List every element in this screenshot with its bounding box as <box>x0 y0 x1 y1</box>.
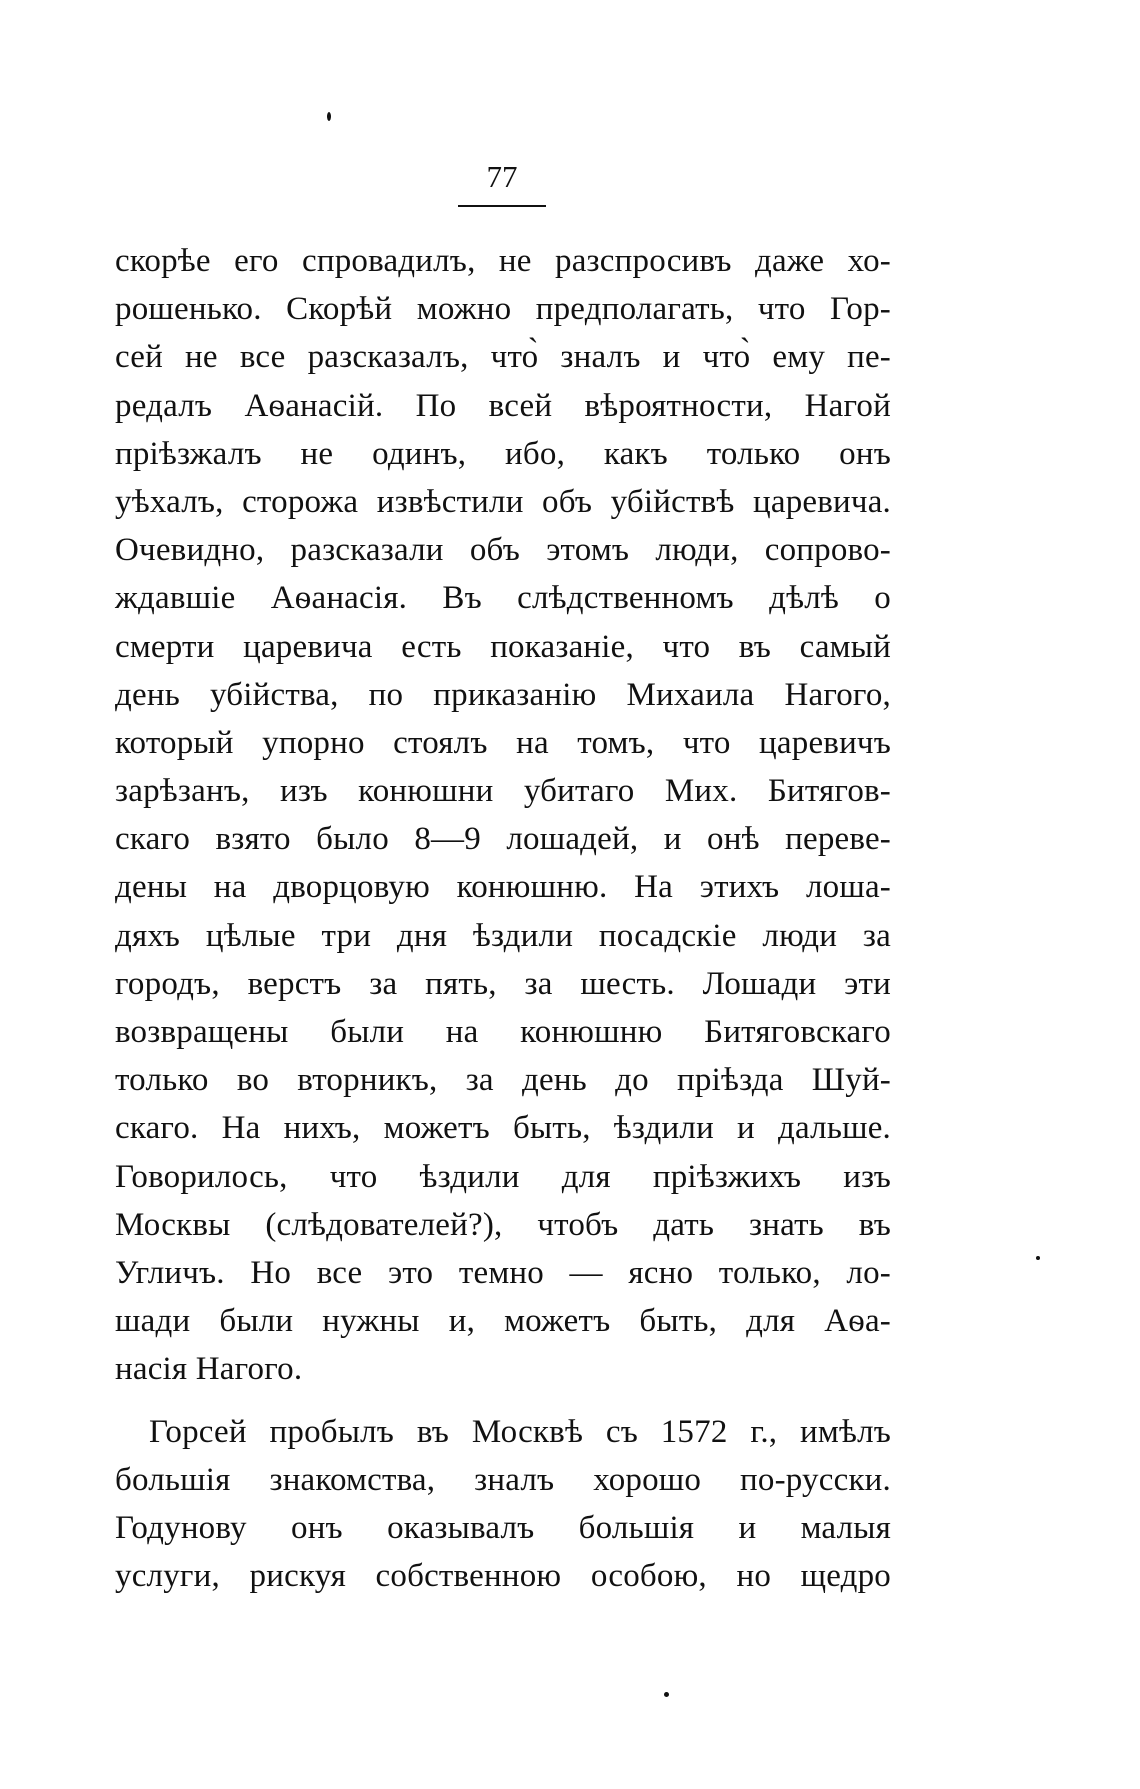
text-line: Москвы (слѣдователей?), чтобъ дать знать въ <box>115 1206 891 1243</box>
text-line: насія Нагого. <box>115 1351 303 1388</box>
text-line: редалъ Аѳанасій. По всей вѣроятности, Нагой <box>115 387 891 424</box>
text-line: Горсей пробылъ въ Москвѣ съ 1572 г., имѣлъ <box>149 1413 891 1450</box>
text-line: возвращены были на конюшню Битяговскаго <box>115 1014 891 1050</box>
body-text <box>115 237 891 1600</box>
text-line: городъ, верстъ за пять, за шесть. Лошади эти <box>115 965 891 1002</box>
text-line: скаго. На нихъ, можетъ быть, ѣздили и дальше. <box>115 1110 891 1147</box>
text-line: рошенько. Скорѣй можно предполагать, что Гор- <box>115 291 891 328</box>
paragraph-2 <box>115 1408 891 1601</box>
text-line: ждавшіе Аѳанасія. Въ слѣдственномъ дѣлѣ о <box>115 580 891 617</box>
paragraph-1 <box>115 237 891 1394</box>
text-line: день убійства, по приказанію Михаила Нагого, <box>115 676 891 713</box>
text-line: уѣхалъ, сторожа извѣстили объ убійствѣ царевича. <box>115 483 891 520</box>
text-line: скаго взято было 8—9 лошадей, и онѣ переве- <box>115 821 891 858</box>
text-line: пріѣзжалъ не одинъ, ибо, какъ только онъ <box>115 435 891 472</box>
ink-speck <box>664 1692 669 1697</box>
text-line: только во вторникъ, за день до пріѣзда Шуй- <box>115 1062 891 1099</box>
text-line: смерти царевича есть показаніе, что въ самый <box>115 628 891 665</box>
text-line: Очевидно, разсказали объ этомъ люди, сопрово- <box>115 532 891 569</box>
text-line: большія знакомства, зналъ хорошо по-русски. <box>115 1461 891 1498</box>
text-line: скорѣе его спровадилъ, не разспросивъ даже хо- <box>115 243 891 279</box>
text-line: Годунову онъ оказывалъ большія и малыя <box>115 1509 891 1546</box>
paragraph-gap <box>115 1394 891 1408</box>
text-line: услуги, рискуя собственною особою, но щедро <box>115 1558 891 1595</box>
text-line: зарѣзанъ, изъ конюшни убитаго Мих. Битягов- <box>115 773 891 810</box>
text-line: сей не все разсказалъ, что̀ зналъ и что̀ ему пе- <box>115 339 891 376</box>
text-line: шади были нужны и, можетъ быть, для Аѳа- <box>115 1303 891 1340</box>
ink-speck <box>327 112 331 121</box>
page-number-rule <box>458 205 546 207</box>
text-line: Говорилось, что ѣздили для пріѣзжихъ изъ <box>115 1158 891 1195</box>
page-number: 77 <box>486 159 518 194</box>
text-line: дены на дворцовую конюшню. На этихъ лоша- <box>115 869 891 906</box>
ink-speck <box>1036 1256 1040 1260</box>
text-line: который упорно стоялъ на томъ, что царевичъ <box>115 724 891 761</box>
text-line: дяхъ цѣлые три дня ѣздили посадскіе люди за <box>115 917 891 954</box>
text-line: Угличъ. Но все это темно — ясно только, ло- <box>115 1254 891 1291</box>
